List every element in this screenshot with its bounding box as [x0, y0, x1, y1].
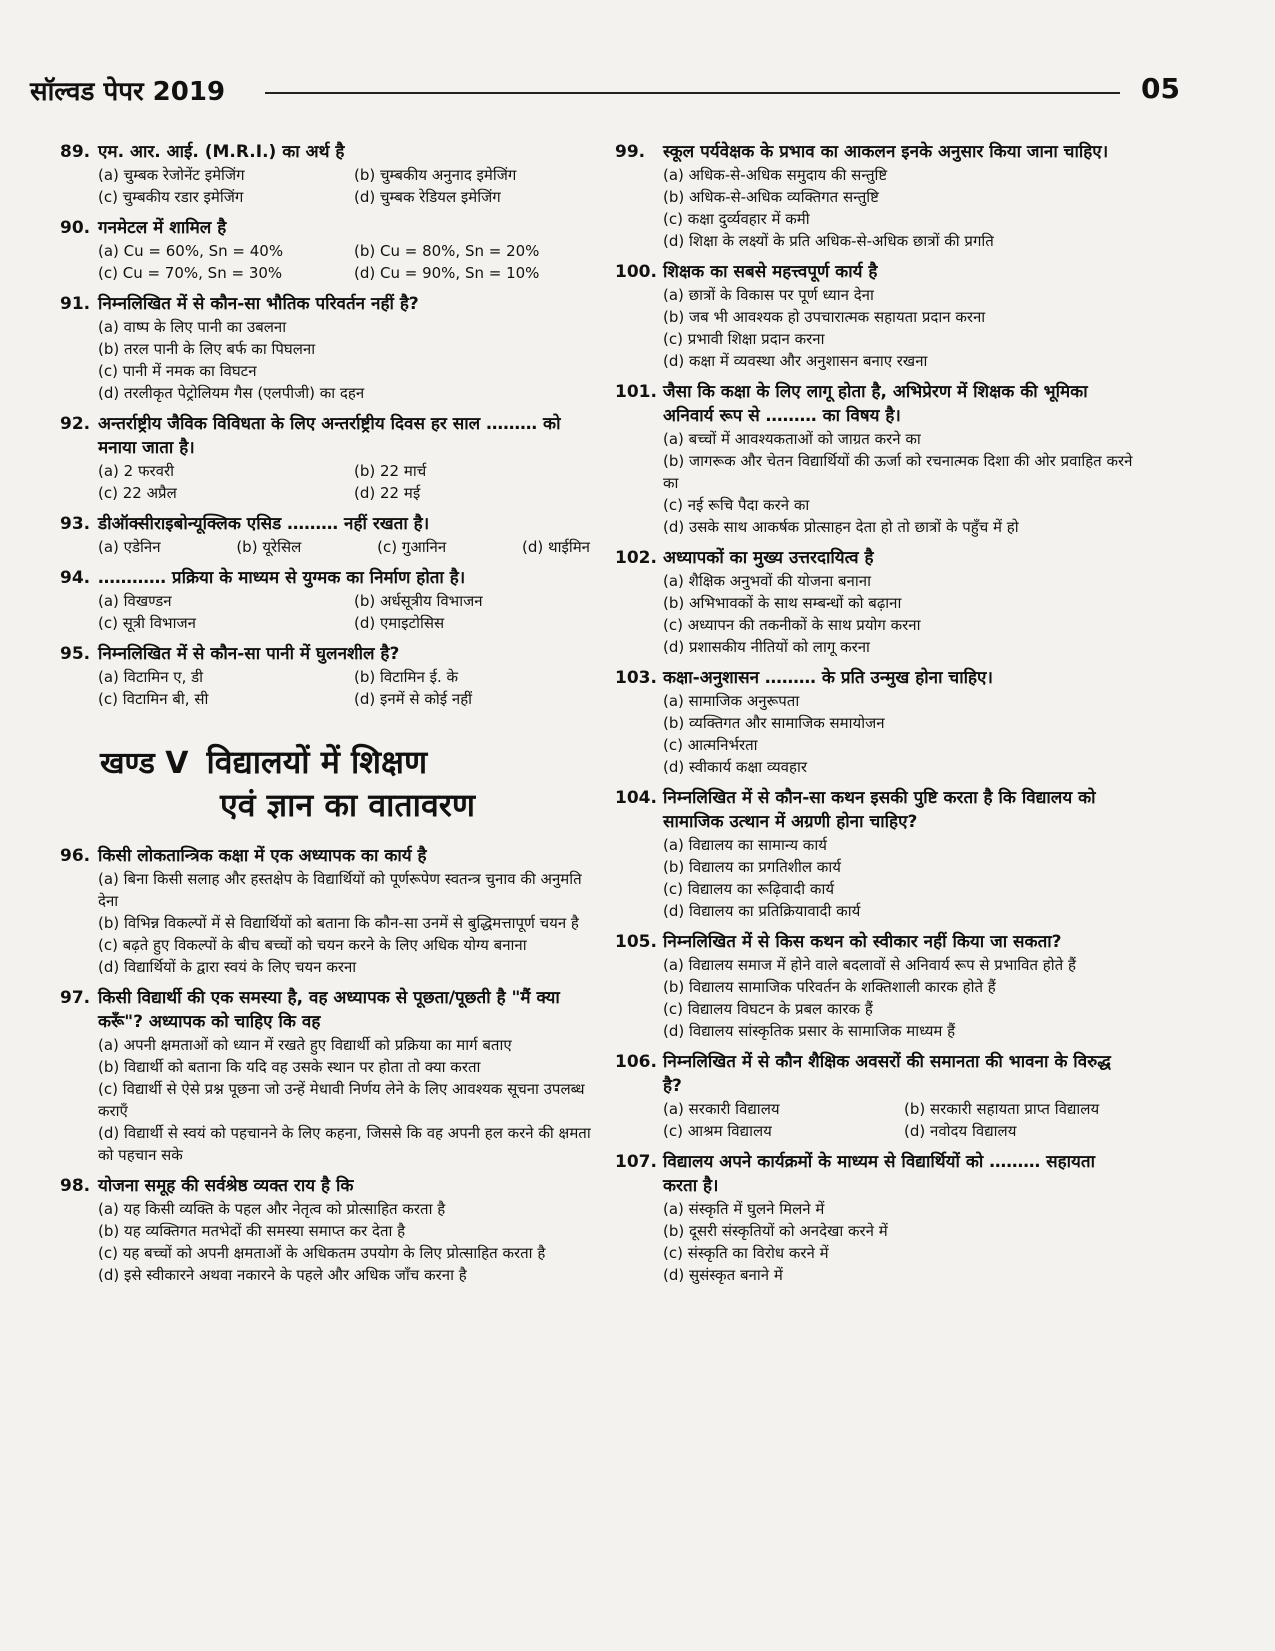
option-b: (b) सरकारी सहायता प्राप्त विद्यालय	[904, 1100, 1100, 1118]
question-92	[60, 412, 600, 504]
option-a: (a) शैक्षिक अनुभवों की योजना बनाना	[663, 572, 871, 590]
question-text: निम्नलिखित में से किस कथन को स्वीकार नहीं किया जा सकता?	[663, 932, 1062, 952]
question-number: 100.	[615, 262, 657, 282]
question-text: निम्नलिखित में से कौन-सा भौतिक परिवर्तन नहीं है?	[98, 294, 419, 314]
option-c: (c) संस्कृति का विरोध करने में	[663, 1244, 829, 1262]
question-105	[615, 930, 1135, 1042]
option-a: (a) बच्चों में आवश्यकताओं को जाग्रत करने का	[663, 430, 921, 448]
option-d: (d) कक्षा में व्यवस्था और अनुशासन बनाए रखना	[663, 352, 928, 370]
option-c: (c) गुआनिन	[377, 538, 447, 556]
option-d: (d) चुम्बक रेडियल इमेजिंग	[354, 188, 501, 206]
option-b: (b) चुम्बकीय अनुनाद इमेजिंग	[354, 166, 517, 184]
options	[98, 1034, 600, 1166]
question-number: 101.	[615, 382, 657, 402]
question-text: किसी लोकतान्त्रिक कक्षा में एक अध्यापक का कार्य है	[98, 846, 427, 866]
question-number: 94.	[60, 568, 91, 588]
option-d: (d) विद्यालय सांस्कृतिक प्रसार के सामाजिक माध्यम हैं	[663, 1022, 956, 1040]
option-b: (b) विद्यालय का प्रगतिशील कार्य	[663, 858, 841, 876]
option-d: (d) नवोदय विद्यालय	[904, 1122, 1017, 1140]
option-a: (a) विखण्डन	[98, 592, 172, 610]
option-d: (d) एमाइटोसिस	[354, 614, 445, 632]
option-a: (a) वाष्प के लिए पानी का उबलना	[98, 318, 287, 336]
option-c: (c) विद्यार्थी से ऐसे प्रश्न पूछना जो उन्हें मेधावी निर्णय लेने के लिए आवश्यक सूचना उपलब्ध कराएँ	[98, 1080, 585, 1120]
question-101	[615, 380, 1135, 538]
option-b: (b) जागरूक और चेतन विद्यार्थियों की ऊर्जा को रचनात्मक दिशा की ओर प्रवाहित करने का	[663, 452, 1133, 492]
option-a: (a) विद्यालय समाज में होने वाले बदलावों से अनिवार्य रूप से प्रभावित होते हैं	[663, 956, 1076, 974]
question-number: 92.	[60, 414, 91, 434]
options	[98, 164, 600, 208]
option-d: (d) थाईमिन	[521, 538, 590, 556]
option-a: (a) अधिक-से-अधिक समुदाय की सन्तुष्टि	[663, 166, 888, 184]
option-c: (c) Cu = 70%, Sn = 30%	[98, 264, 283, 282]
option-d: (d) इनमें से कोई नहीं	[354, 690, 473, 708]
option-c: (c) आश्रम विद्यालय	[663, 1122, 772, 1140]
option-a: (a) अपनी क्षमताओं को ध्यान में रखते हुए विद्यार्थी को प्रक्रिया का मार्ग बताए	[98, 1036, 512, 1054]
question-number: 89.	[60, 142, 91, 162]
page-header	[30, 72, 1180, 116]
right-column	[615, 140, 1135, 1294]
option-a: (a) विटामिन ए, डी	[98, 668, 204, 686]
option-d: (d) विद्यार्थियों के द्वारा स्वयं के लिए चयन करना	[98, 958, 357, 976]
question-text: गनमेटल में शामिल है	[98, 218, 227, 238]
question-number: 93.	[60, 514, 91, 534]
options	[663, 690, 1135, 778]
option-d: (d) सुसंस्कृत बनाने में	[663, 1266, 783, 1284]
question-104	[615, 786, 1135, 922]
question-107	[615, 1150, 1135, 1286]
question-103	[615, 666, 1135, 778]
options	[98, 666, 600, 710]
question-96	[60, 844, 600, 978]
option-c: (c) कक्षा दुर्व्यवहार में कमी	[663, 210, 810, 228]
options	[663, 428, 1135, 538]
option-a: (a) संस्कृति में घुलने मिलने में	[663, 1200, 825, 1218]
option-c: (c) 22 अप्रैल	[98, 484, 177, 502]
option-b: (b) तरल पानी के लिए बर्फ का पिघलना	[98, 340, 316, 358]
question-97	[60, 986, 600, 1166]
options	[663, 284, 1135, 372]
option-d: (d) उसके साथ आकर्षक प्रोत्साहन देता हो तो छात्रों के पहुँच में हो	[663, 518, 1019, 536]
question-text: निम्नलिखित में से कौन शैक्षिक अवसरों की समानता की भावना के विरुद्ध है?	[663, 1052, 1111, 1096]
option-c: (c) आत्मनिर्भरता	[663, 736, 758, 754]
question-text: अन्तर्राष्ट्रीय जैविक विविधता के लिए अन्तर्राष्ट्रीय दिवस हर साल ……… को मनाया जाता है।	[98, 414, 561, 458]
question-91	[60, 292, 600, 404]
question-number: 98.	[60, 1176, 91, 1196]
question-93	[60, 512, 600, 558]
option-b: (b) अर्धसूत्रीय विभाजन	[354, 592, 483, 610]
question-number: 105.	[615, 932, 657, 952]
question-100	[615, 260, 1135, 372]
options	[98, 316, 600, 404]
options	[663, 570, 1135, 658]
option-b: (b) विद्यार्थी को बताना कि यदि वह उसके स्थान पर होता तो क्या करता	[98, 1058, 481, 1076]
question-89	[60, 140, 600, 208]
question-number: 102.	[615, 548, 657, 568]
question-number: 91.	[60, 294, 91, 314]
question-106	[615, 1050, 1135, 1142]
option-b: (b) यूरेसिल	[236, 538, 302, 556]
question-text: ………… प्रक्रिया के माध्यम से युग्मक का निर्माण होता है।	[98, 568, 466, 588]
question-text: जैसा कि कक्षा के लिए लागू होता है, अभिप्रेरण में शिक्षक की भूमिका अनिवार्य रूप से ……… का विषय है।	[663, 382, 1088, 426]
question-text: एम. आर. आई. (M.R.I.) का अर्थ है	[98, 142, 345, 162]
option-c: (c) प्रभावी शिक्षा प्रदान करना	[663, 330, 825, 348]
question-text: डीऑक्सीराइबोन्यूक्लिक एसिड ……… नहीं रखता है।	[98, 514, 430, 534]
option-b: (b) व्यक्तिगत और सामाजिक समायोजन	[663, 714, 885, 732]
option-c: (c) पानी में नमक का विघटन	[98, 362, 257, 380]
option-d: (d) विद्यार्थी से स्वयं को पहचानने के लिए कहना, जिससे कि वह अपनी हल करने की क्षमता को पहचान सके	[98, 1124, 591, 1164]
options	[98, 536, 600, 558]
option-d: (d) 22 मई	[354, 484, 421, 502]
question-text: योजना समूह की सर्वश्रेष्ठ व्यक्त राय है कि	[98, 1176, 354, 1196]
option-b: (b) अधिक-से-अधिक व्यक्तिगत सन्तुष्टि	[663, 188, 879, 206]
options	[663, 1098, 1135, 1142]
question-102	[615, 546, 1135, 658]
option-b: (b) विभिन्न विकल्पों में से विद्यार्थियों को बताना कि कौन-सा उनमें से बुद्धिमत्तापूर्ण चयन है	[98, 914, 579, 932]
options	[98, 460, 600, 504]
question-text: निम्नलिखित में से कौन-सा पानी में घुलनशील है?	[98, 644, 400, 664]
option-a: (a) चुम्बक रेजोनेंट इमेजिंग	[98, 166, 245, 184]
options	[98, 868, 600, 978]
option-d: (d) विद्यालय का प्रतिक्रियावादी कार्य	[663, 902, 861, 920]
options	[663, 164, 1135, 252]
option-b: (b) 22 मार्च	[354, 462, 427, 480]
option-a: (a) सरकारी विद्यालय	[663, 1100, 780, 1118]
options	[98, 240, 600, 284]
question-text: निम्नलिखित में से कौन-सा कथन इसकी पुष्टि करता है कि विद्यालय को सामाजिक उत्थान में अग्रणी होना चाहिए?	[663, 788, 1096, 832]
option-b: (b) जब भी आवश्यक हो उपचारात्मक सहायता प्रदान करना	[663, 308, 986, 326]
question-number: 96.	[60, 846, 91, 866]
question-98	[60, 1174, 600, 1286]
option-b: (b) Cu = 80%, Sn = 20%	[354, 242, 540, 260]
option-d: (d) Cu = 90%, Sn = 10%	[354, 264, 540, 282]
option-d: (d) शिक्षा के लक्ष्यों के प्रति अधिक-से-अधिक छात्रों की प्रगति	[663, 232, 994, 250]
question-90	[60, 216, 600, 284]
question-94	[60, 566, 600, 634]
options	[663, 834, 1135, 922]
option-c: (c) नई रूचि पैदा करने का	[663, 496, 810, 514]
section-label: खण्ड V	[100, 746, 189, 781]
option-a: (a) यह किसी व्यक्ति के पहल और नेतृत्व को प्रोत्साहित करता है	[98, 1200, 446, 1218]
question-number: 103.	[615, 668, 657, 688]
option-b: (b) विटामिन ई. के	[354, 668, 459, 686]
question-text: कक्षा-अनुशासन ……… के प्रति उन्मुख होना चाहिए।	[663, 668, 993, 688]
option-c: (c) विटामिन बी, सी	[98, 690, 209, 708]
options	[663, 954, 1135, 1042]
option-a: (a) Cu = 60%, Sn = 40%	[98, 242, 284, 260]
option-c: (c) विद्यालय विघटन के प्रबल कारक हैं	[663, 1000, 873, 1018]
question-number: 104.	[615, 788, 657, 808]
question-text: स्कूल पर्यवेक्षक के प्रभाव का आकलन इनके अनुसार किया जाना चाहिए।	[663, 142, 1109, 162]
question-number: 106.	[615, 1052, 657, 1072]
question-number: 99.	[615, 142, 646, 162]
option-b: (b) यह व्यक्तिगत मतभेदों की समस्या समाप्त कर देता है	[98, 1222, 406, 1240]
option-a: (a) छात्रों के विकास पर पूर्ण ध्यान देना	[663, 286, 874, 304]
section-title-line2: एवं ज्ञान का वातावरण	[220, 786, 475, 824]
option-b: (b) अभिभावकों के साथ सम्बन्धों को बढ़ाना	[663, 594, 902, 612]
section-heading	[100, 740, 600, 826]
question-number: 90.	[60, 218, 91, 238]
question-text: शिक्षक का सबसे महत्त्वपूर्ण कार्य है	[663, 262, 878, 282]
header-title: सॉल्वड पेपर 2019	[30, 77, 226, 107]
left-column	[60, 140, 600, 1294]
question-number: 95.	[60, 644, 91, 664]
section-title-line1: विद्यालयों में शिक्षण	[206, 743, 428, 781]
option-d: (d) स्वीकार्य कक्षा व्यवहार	[663, 758, 808, 776]
option-a: (a) विद्यालय का सामान्य कार्य	[663, 836, 827, 854]
option-d: (d) प्रशासकीय नीतियों को लागू करना	[663, 638, 870, 656]
option-a: (a) सामाजिक अनुरूपता	[663, 692, 800, 710]
option-d: (d) इसे स्वीकारने अथवा नकारने के पहले और अधिक जाँच करना है	[98, 1266, 467, 1284]
option-c: (c) बढ़ते हुए विकल्पों के बीच बच्चों को चयन करने के लिए अधिक योग्य बनाना	[98, 936, 527, 954]
question-text: अध्यापकों का मुख्य उत्तरदायित्व है	[663, 548, 874, 568]
option-c: (c) चुम्बकीय रडार इमेजिंग	[98, 188, 244, 206]
option-b: (b) दूसरी संस्कृतियों को अनदेखा करने में	[663, 1222, 888, 1240]
page-number: 05	[1141, 72, 1180, 105]
question-text: किसी विद्यार्थी की एक समस्या है, वह अध्यापक से पूछता/पूछती है "मैं क्या करूँ"? अध्यापक को चाहिए कि वह	[98, 988, 560, 1032]
option-a: (a) 2 फरवरी	[98, 462, 175, 480]
option-c: (c) सूत्री विभाजन	[98, 614, 196, 632]
question-number: 107.	[615, 1152, 657, 1172]
option-c: (c) विद्यालय का रूढ़िवादी कार्य	[663, 880, 835, 898]
header-rule	[265, 92, 1120, 94]
options	[663, 1198, 1135, 1286]
options	[98, 1198, 600, 1286]
question-text: विद्यालय अपने कार्यक्रमों के माध्यम से विद्यार्थियों को ……… सहायता करता है।	[663, 1152, 1096, 1196]
options	[98, 590, 600, 634]
option-b: (b) विद्यालय सामाजिक परिवर्तन के शक्तिशाली कारक होते हैं	[663, 978, 996, 996]
option-a: (a) एडेनिन	[98, 538, 161, 556]
option-c: (c) यह बच्चों को अपनी क्षमताओं के अधिकतम उपयोग के लिए प्रोत्साहित करता है	[98, 1244, 546, 1262]
option-d: (d) तरलीकृत पेट्रोलियम गैस (एलपीजी) का दहन	[98, 384, 365, 402]
question-number: 97.	[60, 988, 91, 1008]
option-a: (a) बिना किसी सलाह और हस्तक्षेप के विद्यार्थियों को पूर्णरूपेण स्वतन्त्र चुनाव की अनुमति देना	[98, 870, 582, 910]
option-c: (c) अध्यापन की तकनीकों के साथ प्रयोग करना	[663, 616, 921, 634]
question-95	[60, 642, 600, 710]
question-99	[615, 140, 1135, 252]
